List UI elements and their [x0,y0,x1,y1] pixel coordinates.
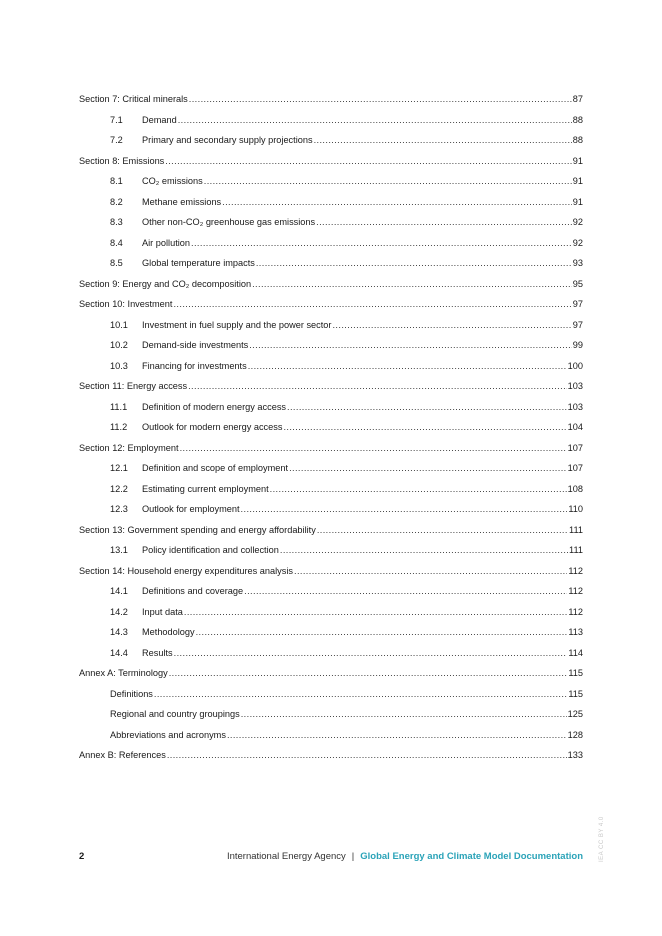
toc-entry-row[interactable] [79,196,583,208]
toc-entry-row[interactable] [79,319,583,331]
toc-entry-number: 14.1 [110,586,128,596]
toc-title: Other non-CO₂ greenhouse gas emissions [142,217,316,227]
toc-entry-number: 10.2 [110,340,128,350]
toc-entry-row[interactable] [79,462,583,474]
toc-page-number: 111 [569,545,583,555]
toc-title: Demand-side investments [142,340,249,350]
toc-title: Outlook for employment [142,504,240,514]
toc-title: Definitions and coverage [142,586,244,596]
toc-leader-dots [180,442,567,454]
toc-entry-row[interactable] [79,114,583,126]
footer-separator: | [351,851,355,862]
toc-leader-dots [317,524,568,536]
toc-leader-dots [256,257,572,269]
toc-title: Results [142,647,173,658]
toc-entry-row[interactable] [79,729,583,741]
toc-title: Input data [142,606,183,617]
toc-title: Financing for investments [142,360,247,371]
toc-leader-dots [196,626,568,638]
footer-doc-title: Global Energy and Climate Model Documentation [360,851,583,862]
toc-title: Section 7: Critical minerals [79,94,188,104]
toc-section-row[interactable] [79,155,583,167]
toc-title: Section 8: Emissions [79,155,165,166]
toc-page-number: 97 [572,299,583,309]
toc-title: Annex A: Terminology [79,668,168,678]
toc-page-number: 93 [572,258,583,268]
toc-entry-number: 10.1 [110,319,128,330]
toc-leader-dots [191,237,572,249]
toc-page-number: 92 [572,217,583,227]
toc-page-number: 115 [568,668,583,678]
toc-page-number: 87 [572,94,583,104]
toc-entry-number: 7.1 [110,114,123,125]
table-of-contents [79,93,583,761]
toc-leader-dots [241,503,568,515]
toc-entry-number: 13.1 [110,545,128,555]
toc-leader-dots [294,565,567,577]
toc-page-number: 103 [567,381,583,391]
toc-title: Section 9: Energy and CO₂ decomposition [79,278,252,289]
toc-title: Global temperature impacts [142,258,255,268]
toc-title: Regional and country groupings [110,709,240,719]
toc-leader-dots [165,155,571,167]
license-watermark: IEA CC BY 4.0 [599,816,605,862]
toc-page-number: 113 [568,627,583,637]
toc-page-number: 125 [567,709,583,719]
toc-entry-number: 8.4 [110,237,123,248]
toc-page-number: 110 [568,504,583,514]
toc-page-number: 97 [572,319,583,330]
toc-leader-dots [189,93,572,105]
toc-title: Section 14: Household energy expenditures analysis [79,565,293,576]
toc-entry-row[interactable] [79,237,583,249]
toc-leader-dots [174,647,568,659]
page-number: 2 [79,851,85,862]
toc-leader-dots [314,134,572,146]
toc-page-number: 91 [572,196,583,207]
toc-leader-dots [249,339,572,351]
toc-page-number: 103 [567,401,583,412]
toc-entry-number: 14.4 [110,647,128,658]
toc-title: Outlook for modern energy access [142,422,283,432]
toc-page-number: 115 [568,688,583,699]
toc-entry-row[interactable] [79,216,583,228]
toc-title: Section 12: Employment [79,442,179,453]
toc-leader-dots [227,729,567,741]
toc-page-number: 133 [567,750,583,760]
toc-entry-row[interactable] [79,339,583,351]
toc-entry-number: 12.1 [110,463,128,473]
toc-section-row[interactable] [79,380,583,392]
toc-leader-dots [244,585,567,597]
toc-section-row[interactable] [79,524,583,536]
toc-title: Annex B: References [79,750,166,760]
toc-page-number: 88 [572,114,583,125]
toc-entry-row[interactable] [79,175,583,187]
toc-entry-row[interactable] [79,606,583,618]
toc-page-number: 95 [572,278,583,289]
toc-page-number: 104 [567,422,583,432]
toc-leader-dots [169,667,568,679]
toc-leader-dots [222,196,572,208]
toc-page-number: 92 [572,237,583,248]
toc-page-number: 107 [567,463,583,473]
toc-title: Estimating current employment [142,483,269,494]
toc-title: Methodology [142,627,195,637]
page-footer [79,851,583,862]
toc-title: Definition of modern energy access [142,401,287,412]
toc-entry-row[interactable] [79,688,583,700]
toc-title: Abbreviations and acronyms [110,729,226,740]
toc-entry-number: 8.2 [110,196,123,207]
toc-title: Section 13: Government spending and energy affordability [79,524,316,535]
toc-title: Demand [142,114,177,125]
toc-section-row[interactable] [79,93,583,105]
toc-title: Definitions [110,688,153,699]
footer-org: International Energy Agency [226,851,346,862]
toc-entry-number: 11.2 [110,422,128,432]
toc-title: Policy identification and collection [142,545,279,555]
toc-leader-dots [154,688,567,700]
toc-entry-row[interactable] [79,134,583,146]
toc-leader-dots [241,708,567,720]
toc-leader-dots [270,483,567,495]
toc-entry-number: 8.5 [110,258,123,268]
toc-leader-dots [283,421,566,433]
toc-title: Section 10: Investment [79,299,173,309]
toc-page-number: 128 [567,729,583,740]
toc-entry-number: 12.3 [110,504,128,514]
toc-entry-number: 14.2 [110,606,128,617]
toc-leader-dots [289,462,567,474]
toc-section-row[interactable] [79,565,583,577]
toc-entry-row[interactable] [79,360,583,372]
toc-page-number: 112 [568,565,583,576]
toc-title: Definition and scope of employment [142,463,289,473]
toc-entry-number: 8.3 [110,217,123,227]
toc-entry-row[interactable] [79,483,583,495]
toc-entry-row[interactable] [79,421,583,433]
toc-page-number: 108 [567,483,583,494]
toc-section-row[interactable] [79,749,583,761]
toc-leader-dots [248,360,567,372]
toc-title: CO₂ emissions [142,176,203,186]
toc-entry-number: 14.3 [110,627,128,637]
toc-entry-number: 10.3 [110,360,128,371]
toc-leader-dots [332,319,571,331]
toc-leader-dots [167,749,567,761]
toc-entry-row[interactable] [79,585,583,597]
toc-leader-dots [252,278,572,290]
toc-entry-row[interactable] [79,544,583,556]
toc-leader-dots [188,380,567,392]
toc-entry-number: 11.1 [110,401,128,412]
toc-leader-dots [173,298,571,310]
toc-entry-row[interactable] [79,257,583,269]
toc-section-row[interactable] [79,298,583,310]
toc-entry-number: 8.1 [110,176,123,186]
toc-entry-row[interactable] [79,503,583,515]
toc-page-number: 88 [572,135,583,145]
toc-entry-row[interactable] [79,626,583,638]
toc-page-number: 114 [568,647,583,658]
toc-entry-number: 7.2 [110,135,123,145]
toc-entry-row[interactable] [79,647,583,659]
toc-title: Section 11: Energy access [79,381,188,391]
toc-leader-dots [316,216,572,228]
toc-page-number: 112 [568,586,583,596]
toc-title: Investment in fuel supply and the power sector [142,319,332,330]
toc-page-number: 100 [567,360,583,371]
toc-page-number: 91 [572,176,583,186]
toc-page-number: 112 [568,606,583,617]
toc-page-number: 91 [572,155,583,166]
toc-section-row[interactable] [79,442,583,454]
toc-leader-dots [184,606,567,618]
toc-leader-dots [287,401,567,413]
toc-leader-dots [178,114,572,126]
footer-right [227,851,583,862]
toc-leader-dots [204,175,572,187]
toc-entry-row[interactable] [79,401,583,413]
toc-title: Primary and secondary supply projections [142,135,313,145]
toc-section-row[interactable] [79,278,583,290]
toc-page-number: 99 [572,340,583,350]
toc-entry-row[interactable] [79,708,583,720]
toc-page-number: 107 [567,442,583,453]
toc-page-number: 111 [569,524,583,535]
toc-section-row[interactable] [79,667,583,679]
toc-title: Air pollution [142,237,191,248]
toc-title: Methane emissions [142,196,222,207]
toc-leader-dots [280,544,568,556]
toc-entry-number: 12.2 [110,483,128,494]
